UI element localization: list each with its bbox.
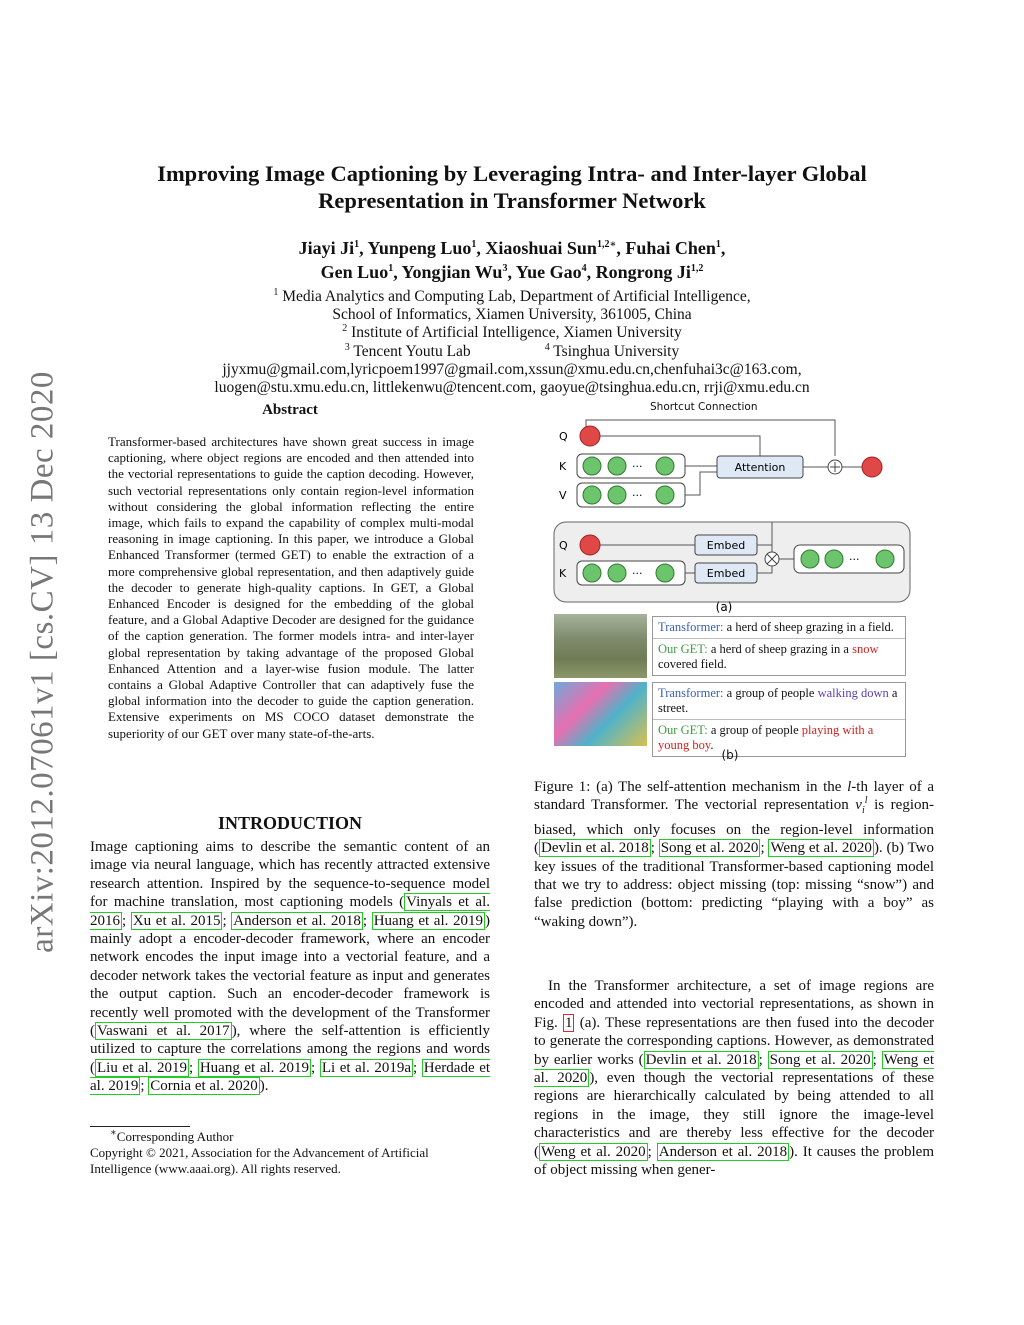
author-name: Yunpeng Luo [367, 238, 472, 258]
math-v-base: v [855, 797, 862, 814]
get-caption [653, 719, 905, 756]
author-name: Fuhai Chen [625, 238, 716, 258]
affil-sup: 2 [342, 323, 348, 335]
citation-link[interactable]: Xu et al. 2015 [132, 912, 221, 929]
emails-line-1: jjyxmu@gmail.com,lyricpoem1997@gmail.com,xssun@xmu.edu.cn,chenfuhai3c@163.com, [222, 360, 802, 378]
k2-label: K [559, 567, 567, 580]
shortcut-label: Shortcut Connection [650, 401, 758, 413]
text-run: ). (b) Two key issues of the traditional Transformer-based captioning model that we try to address: object missing (top: missing “snow”) and false prediction (bottom: predicting “playing with a boy” as “waking down”). [534, 840, 935, 930]
author-sup: 1 [471, 239, 477, 250]
k-label: K [559, 460, 567, 473]
get-caption [653, 638, 905, 675]
abstract-body: Transformer-based architectures have shown great success in image captioning, where object regions are encoded and then attended into the vectorial representations to guide the caption decoding. However, such vectorial representations only contain region-level information without considering the global information reflecting the entire image, which fails to expand the capability of complex multi-modal reasoning in image captioning. In this paper, we introduce a Global Enhanced Transformer (termed GET) to enable the extraction of a more comprehensive global representation, and then adaptively guide the decoder to generate high-quality captions. In GET, a Global Enhanced Encoder is designed for the embedding of the global feature, and a Global Adaptive Decoder are designed for the guidance of the caption generation. The former models intra- and inter-layer global representation by taking advantage of the proposed Global Enhanced Attention and a layer-wise fusion module. The latter contains a Global Adaptive Controller that can adaptively fuse the global information into the decoder to guide the caption generation. Extensive experiments on MS COCO dataset demonstrate the superiority of our GET over many state-of-the-arts. [108, 434, 474, 741]
author-name: Yue Gao [515, 262, 582, 282]
author-sup: 1,2∗ [596, 239, 617, 250]
author-name: Rongrong Ji [595, 262, 691, 282]
footnote [90, 1129, 490, 1177]
caption-text: a herd of sheep grazing in a [707, 642, 853, 656]
citation-link[interactable]: Devlin et al. 2018 [541, 840, 649, 857]
author-sup: 1 [388, 263, 394, 274]
v-arrow [685, 472, 717, 495]
highlight-text: playing with a young boy [658, 723, 874, 752]
affiliation-1 [90, 288, 934, 306]
key-node [583, 457, 601, 475]
citation-link[interactable]: Cornia et al. 2020 [150, 1078, 258, 1095]
text-run: ; [362, 912, 372, 929]
figure-1-caption [534, 778, 934, 931]
footnote-star: ∗ [110, 1127, 117, 1139]
footnote-text: Corresponding Author [116, 1129, 234, 1144]
output-node [862, 457, 882, 477]
author-line-2: Gen Luo$^1$, Yongjian Wu$^3$, Yue Gao$^4$, Rongrong Ji$^{1,2}$ [320, 262, 704, 282]
author-line-1: Jiayi Ji$^1$, Yunpeng Luo$^1$, Xiaoshuai Sun$^{1,2∗}$, Fuhai Chen$^1$, [298, 238, 726, 258]
text-run: ; [758, 1051, 768, 1068]
query-node [580, 535, 600, 555]
footnote-corresponding [90, 1129, 490, 1145]
panel-a-label: (a) [715, 600, 733, 614]
figure-1b [554, 614, 906, 766]
citation-link[interactable]: Devlin et al. 2018 [645, 1051, 757, 1068]
author-sup: 1 [715, 239, 721, 250]
key-node [583, 564, 601, 582]
affiliation-3-4 [90, 343, 934, 361]
affiliation-1b: School of Informatics, Xiamen University, 361005, China [332, 306, 692, 324]
citation-link[interactable]: Song et al. 2020 [660, 840, 759, 857]
text-run: ) mainly adopt a encoder-decoder framework, where an encoder network encodes the input image into a vectorial feature, and a decoder network takes the vectorial feature as input and generates the output caption. Such an encoder-decoder framework is recently well promoted with the development of the Transformer ( [90, 912, 491, 1040]
author-sup: 1,2 [690, 263, 704, 274]
affiliation-2 [90, 324, 934, 342]
key-node [608, 564, 626, 582]
math-l: l [847, 779, 852, 795]
caption-text: a group of people [723, 686, 818, 700]
text-run: ; [650, 840, 659, 857]
panel-b-label: (b) [721, 748, 739, 762]
caption-text: covered field. [658, 657, 727, 671]
text-run: Image captioning aims to describe the semantic content of an image via neural language, which has recently attracted extensive research attention. Inspired by the sequence-to-sequence model for machine translation, most captioning models ( [90, 839, 490, 911]
math-v-sub: i [861, 805, 865, 817]
weight-node [825, 550, 843, 568]
attention-label: Attention [734, 461, 786, 474]
text-run: -th layer of a standard Transformer. The vectorial representation [534, 779, 934, 814]
value-node [656, 486, 674, 504]
citation-link[interactable]: Weng et al. 2020 [534, 1051, 935, 1087]
citation-link[interactable]: Herdade et al. 2019 [90, 1059, 491, 1095]
text-run: is region-biased, which only focuses on the region-level information ( [534, 797, 934, 857]
q2-label: Q [559, 539, 568, 552]
shortcut-arrow [586, 420, 835, 456]
text-run: ), even though the vectorial representations of these regions are hierarchically calculated by being attended to all regions in the image, they still ignore the image-level characteristics and are thereby less effective for the decoder ( [534, 1070, 935, 1160]
figure-1a-diagram [550, 400, 914, 615]
text-run: ; [140, 1078, 149, 1095]
citation-link[interactable]: Vinyals et al. 2016 [90, 894, 490, 929]
query-node [580, 426, 600, 446]
ellipsis: ··· [632, 489, 643, 502]
citation-link[interactable]: Weng et al. 2020 [770, 840, 872, 857]
key-node [656, 457, 674, 475]
text-run: ; [311, 1059, 320, 1076]
text-run: ). [259, 1078, 269, 1095]
transformer-caption [653, 617, 905, 638]
key-node [608, 457, 626, 475]
playground-photo [554, 682, 647, 746]
citation-link[interactable]: Song et al. 2020 [769, 1051, 871, 1068]
author-sup: 3 [502, 263, 508, 274]
author-name: Gen Luo [320, 262, 389, 282]
key-node [656, 564, 674, 582]
paper-title [90, 160, 934, 214]
affil-sup: 1 [273, 286, 279, 298]
copyright-notice: Copyright © 2021, Association for the Advancement of Artificial Intelligence (www.aaai.org). All rights reserved. [90, 1145, 429, 1176]
text-run: ; [760, 840, 769, 857]
transformer-label: Transformer: [658, 620, 724, 634]
sheep-photo [554, 614, 647, 678]
value-node [608, 486, 626, 504]
caption-text: a group of people [707, 723, 802, 737]
citation-link[interactable]: Vaswani et al. 2017 [97, 1023, 230, 1040]
caption-comparison-1 [652, 616, 906, 676]
highlight-text: snow [852, 642, 879, 656]
footnote-divider [90, 1126, 190, 1127]
transformer-label: Transformer: [658, 686, 724, 700]
citation-link[interactable]: Li et al. 2019a [321, 1059, 412, 1076]
affil-sup: 3 [344, 341, 350, 353]
text-run: ; [222, 912, 232, 929]
affil-text: Media Analytics and Computing Lab, Department of Artificial Intelligence, [282, 288, 751, 305]
math-v [855, 795, 868, 817]
arxiv-id: arXiv:2012.07061v1 [cs.CV] 13 Dec 2020 [24, 371, 61, 953]
weight-node [801, 550, 819, 568]
citation-link[interactable]: Anderson et al. 2018 [233, 912, 361, 929]
text-run: ; [189, 1059, 198, 1076]
figure-ref-link[interactable]: 1 [564, 1014, 573, 1031]
author-name: Yongjian Wu [401, 262, 503, 282]
affil-text: Tsinghua University [553, 342, 680, 360]
q-label: Q [559, 430, 568, 443]
weight-node [876, 550, 894, 568]
text-run: ; [872, 1051, 882, 1068]
text-run: ), where the self-attention is efficiently utilized to capture the correlations among the regions and words ( [90, 1023, 490, 1076]
title-line-2: Representation in Transformer Network [318, 188, 706, 213]
arxiv-sidebar [18, 352, 68, 972]
citation-link[interactable]: Huang et al. 2019 [199, 1059, 310, 1076]
author-list [90, 236, 934, 284]
author-name: Xiaoshuai Sun [485, 238, 597, 258]
highlight-text: walking down [817, 686, 889, 700]
value-node [583, 486, 601, 504]
caption-text: a herd of sheep grazing in a field. [723, 620, 894, 634]
text-run: (a). These representations are then fused into the decoder to generate the corresponding captions. However, as demonstrated by earlier works ( [534, 1014, 934, 1068]
citation-link[interactable]: Liu et al. 2019 [97, 1059, 188, 1076]
affiliations [90, 288, 934, 397]
text-run: In the Transformer architecture, a set of image regions are encoded and attended into vectorial representations, as shown in Fig. [534, 978, 934, 1031]
author-sup: 4 [581, 263, 587, 274]
citation-link[interactable]: Huang et al. 2019 [373, 912, 484, 929]
text-run: Figure 1: (a) The self-attention mechanism in the [534, 779, 848, 795]
math-v-sup: l [864, 795, 868, 807]
right-column-paragraph [534, 977, 934, 1179]
v-label: V [559, 489, 567, 502]
author-name: Jiayi Ji [298, 238, 355, 258]
text-run: ; [413, 1059, 422, 1076]
author-sup: 1 [354, 239, 360, 250]
text-run: ; [647, 1143, 657, 1160]
ellipsis: ··· [632, 567, 643, 580]
introduction-heading: INTRODUCTION [217, 813, 363, 833]
caption-text: a street. [658, 686, 898, 715]
affil-text: Tencent Youtu Lab [353, 342, 471, 360]
embed-label-2: Embed [706, 567, 746, 580]
text-run: ). It causes the problem of object missing when gener- [534, 1143, 935, 1179]
citation-link[interactable]: Weng et al. 2020 [541, 1143, 646, 1160]
ellipsis: ··· [849, 553, 860, 566]
affil-text: Institute of Artificial Intelligence, Xiamen University [351, 324, 682, 342]
get-label: Our GET: [658, 642, 708, 656]
caption-comparison-2 [652, 682, 906, 757]
title-line-1: Improving Image Captioning by Leveraging Intra- and Inter-layer Global [157, 161, 867, 186]
introduction-paragraph [90, 838, 490, 1096]
get-label: Our GET: [658, 723, 708, 737]
embed-label-1: Embed [706, 539, 746, 552]
affil-sup: 4 [544, 341, 550, 353]
abstract-heading: Abstract [262, 402, 318, 418]
citation-link[interactable]: Anderson et al. 2018 [658, 1143, 788, 1160]
text-run: ; [122, 912, 131, 929]
ellipsis: ··· [632, 460, 643, 473]
caption-text: . [710, 738, 714, 752]
emails-line-2: luogen@stu.xmu.edu.cn, littlekenwu@tencent.com, gaoyue@tsinghua.edu.cn, rrji@xmu.edu.cn [214, 379, 810, 397]
transformer-caption [653, 683, 905, 719]
